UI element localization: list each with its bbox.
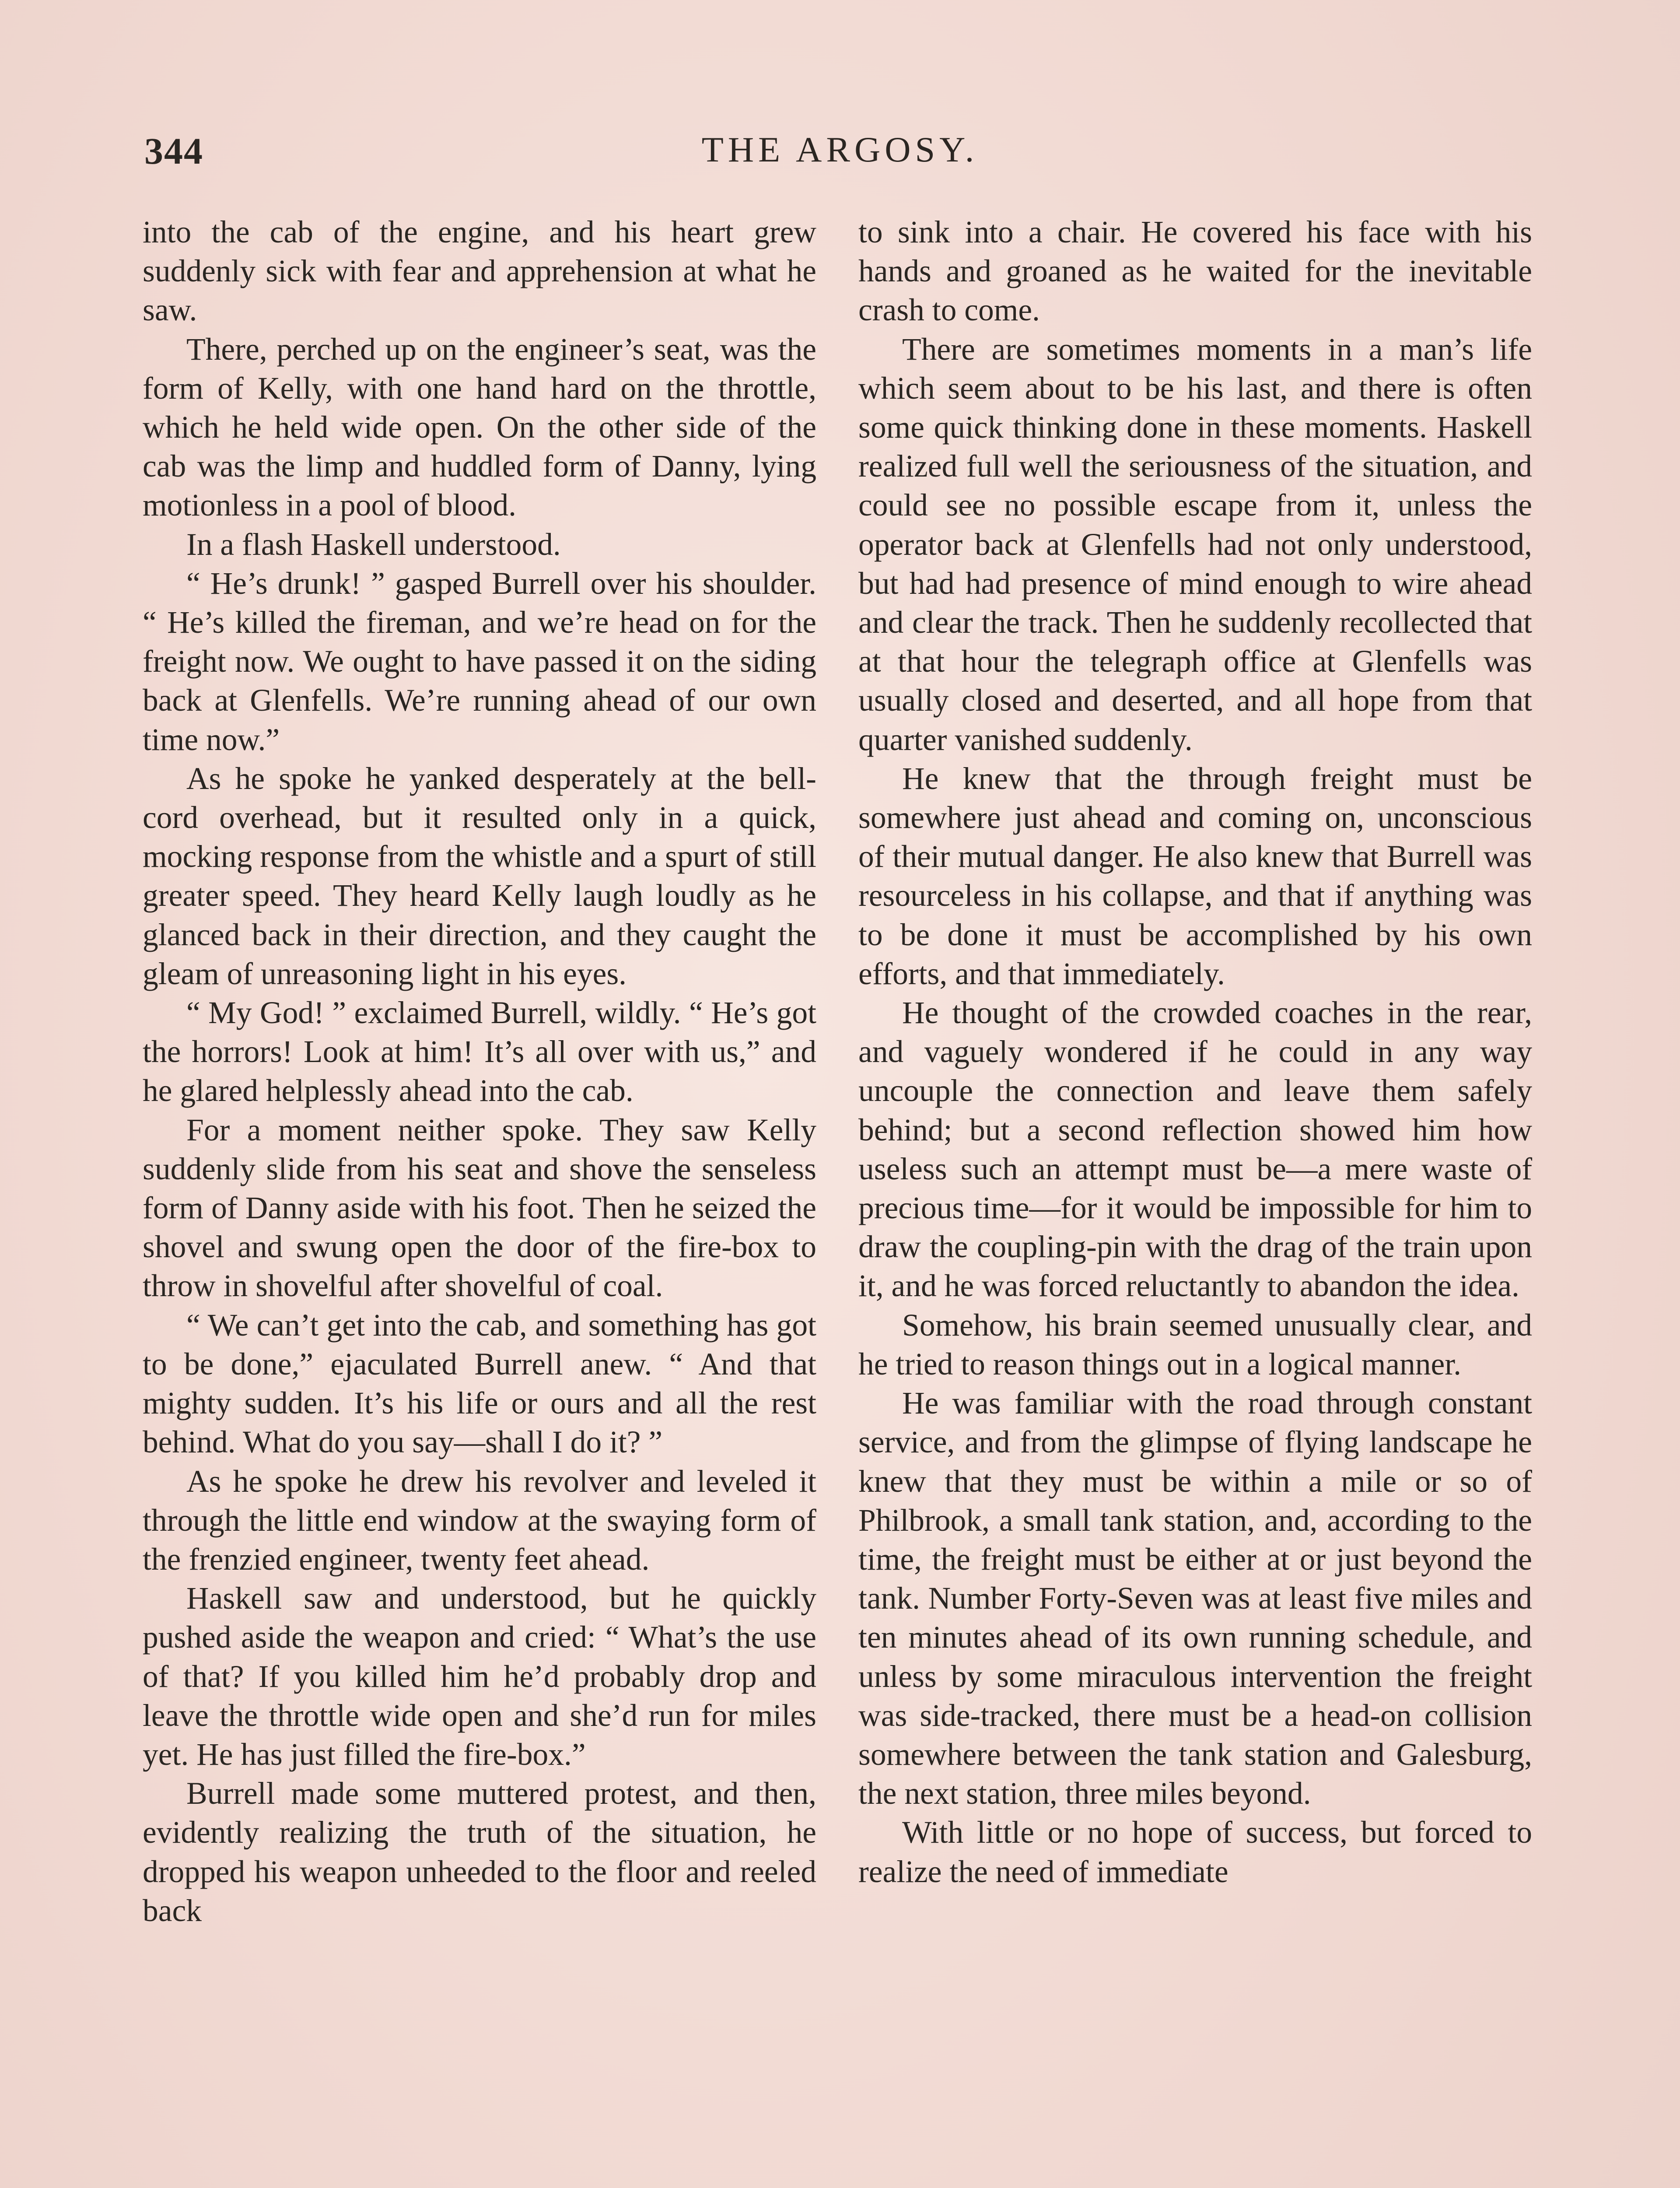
paragraph: “ My God! ” exclaimed Burrell, wildly. “ He’s got the horrors! Look at him! It’s all over with us,” and he glared helplessly ahead into the cab.	[143, 996, 816, 1108]
paragraph: to sink into a chair. He covered his face with his hands and groaned as he waited for the inevitable crash to come.	[858, 215, 1532, 328]
paragraph: Haskell saw and understood, but he quickly pushed aside the weapon and cried: “ What’s the use of that? If you killed him he’d probably drop and leave the throttle wide open and she’d run for miles yet. He has just filled the fire-box.”	[143, 1581, 816, 1772]
paragraph: “ We can’t get into the cab, and something has got to be done,” ejaculated Burrell anew. “ And that mighty sudden. It’s his life or ours and all the rest behind. What do you say—shall I do it? ”	[143, 1308, 816, 1460]
paragraph: There, perched up on the engineer’s seat, was the form of Kelly, with one hand hard on the throttle, which he held wide open. On the other side of the cab was the limp and huddled form of Danny, lying motionless in a pool of blood.	[143, 332, 816, 523]
paragraph: As he spoke he yanked desperately at the bell-cord overhead, but it resulted only in a quick, mocking response from the whistle and a spurt of still greater speed. They heard Kelly laugh loudly as he glanced back in their direction, and they caught the gleam of unreasoning light in his eyes.	[143, 761, 816, 991]
paragraph: He was familiar with the road through constant service, and from the glimpse of flying landscape he knew that they must be within a mile or so of Philbrook, a small tank station, and, according to the time, the freight must be either at or just beyond the tank. Number Forty-Seven was at least five miles and ten minutes ahead of its own running schedule, and unless by some miraculous intervention the freight was side-tracked, there must be a head-on collision somewhere between the tank station and Galesburg, the next station, three miles beyond.	[858, 1386, 1532, 1811]
paragraph: He thought of the crowded coaches in the rear, and vaguely wondered if he could in any way uncouple the connection and leave them safely behind; but a second reflection showed him how useless such an attempt must be—a mere waste of precious time—for it would be impossible for him to draw the coupling-pin with the drag of the train upon it, and he was forced reluctantly to abandon the idea.	[858, 996, 1532, 1304]
paragraph: There are sometimes moments in a man’s life which seem about to be his last, and there is often some quick thinking done in these moments. Haskell realized full well the seriousness of the situation, and could see no possible escape from it, unless the operator back at Glenfells had not only understood, but had had presence of mind enough to wire ahead and clear the track. Then he suddenly recollected that at that hour the telegraph office at Glenfells was usually closed and deserted, and all hope from that quarter vanished suddenly.	[858, 332, 1532, 757]
page-number: 344	[144, 130, 203, 172]
running-title: THE ARGOSY.	[701, 130, 979, 169]
paragraph: In a flash Haskell understood.	[186, 527, 561, 562]
paragraph: Somehow, his brain seemed unusually clear, and he tried to reason things out in a logical manner.	[858, 1308, 1532, 1382]
paragraph: He knew that the through freight must be somewhere just ahead and coming on, unconscious of their mutual danger. He also knew that Burrell was resourceless in his collapse, and that if anything was to be done it must be accomplished by his own efforts, and that immediately.	[858, 761, 1532, 991]
paragraph: As he spoke he drew his revolver and leveled it through the little end window at the swaying form of the frenzied engineer, twenty feet ahead.	[143, 1464, 816, 1577]
paragraph: “ He’s drunk! ” gasped Burrell over his shoulder. “ He’s killed the fireman, and we’re head on for the freight now. We ought to have passed it on the siding back at Glenfells. We’re running ahead of our own time now.”	[143, 566, 816, 757]
text-column-right	[858, 213, 1532, 1891]
page-header	[144, 129, 1536, 177]
paragraph: into the cab of the engine, and his heart grew suddenly sick with fear and apprehension at what he saw.	[143, 215, 816, 328]
text-column-left	[143, 213, 816, 1930]
paragraph: With little or no hope of success, but forced to realize the need of immediate	[858, 1815, 1532, 1889]
paragraph: Burrell made some muttered protest, and then, evidently realizing the truth of the situation, he dropped his weapon unheeded to the floor and reeled back	[143, 1776, 816, 1928]
paragraph: For a moment neither spoke. They saw Kelly suddenly slide from his seat and shove the senseless form of Danny aside with his foot. Then he seized the shovel and swung open the door of the fire-box to throw in shovelful after shovelful of coal.	[143, 1112, 816, 1304]
